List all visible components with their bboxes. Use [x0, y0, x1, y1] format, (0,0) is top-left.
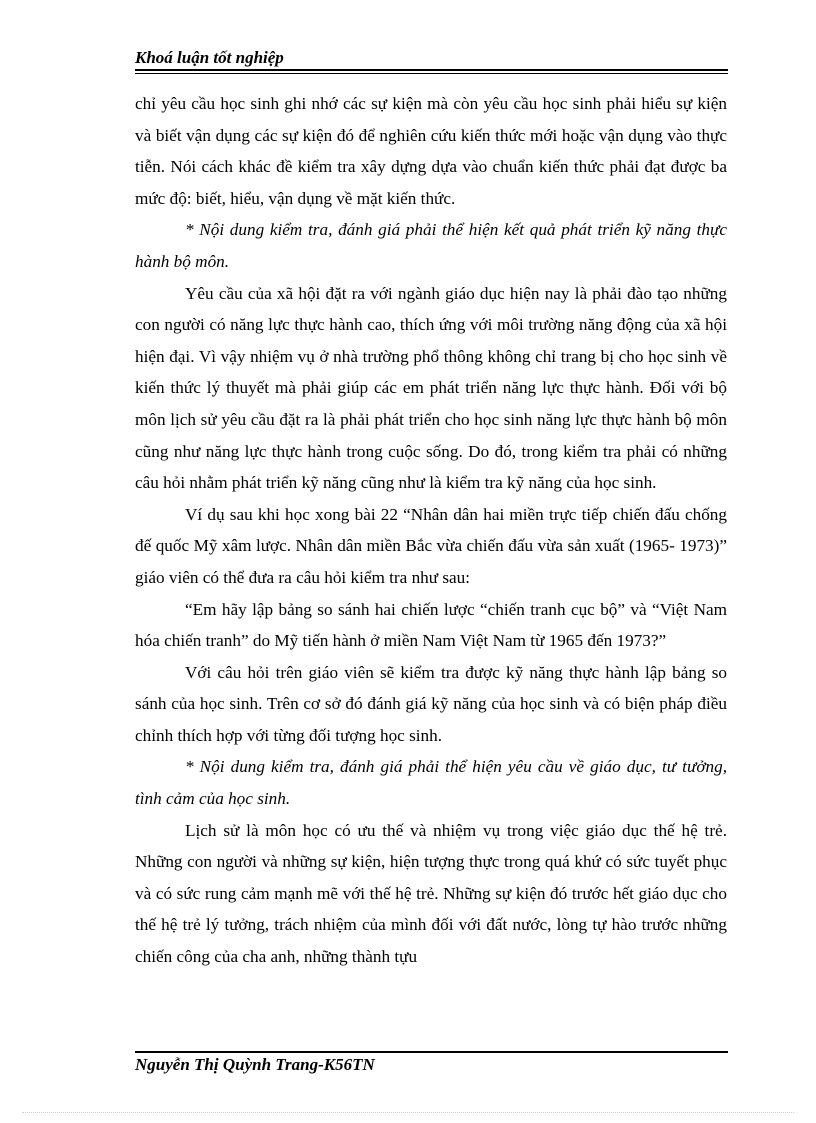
footer-author: Nguyễn Thị Quỳnh Trang-K56TN: [135, 1055, 375, 1074]
header-rule-thin: [135, 73, 728, 74]
footer-rule: [135, 1051, 728, 1053]
paragraph-4-example: Ví dụ sau khi học xong bài 22 “Nhân dân hai miền trực tiếp chiến đấu chống đế quốc Mỹ xâm lược. Nhân dân miền Bắc vừa chiến đấu vừa sản xuất (1965- 1973)” giáo viên có thể đưa ra câu hỏi kiểm tra như sau:: [135, 504, 727, 587]
paragraph-8: Lịch sử là môn học có ưu thế và nhiệm vụ trong việc giáo dục thế hệ trẻ. Những con người và những sự kiện, hiện tượng thực trong quá khứ có sức tuyết phục và có sức rung cảm mạnh mẽ với thế hệ trẻ. Những sự kiện đó trước hết giáo dục cho thế hệ trẻ lý tưởng, trách nhiệm của mình đối với đất nước, lòng tự hào trước những chiến công của cha anh, những thành tựu: [135, 820, 727, 967]
paragraph-5-question: “Em hãy lập bảng so sánh hai chiến lược “chiến tranh cục bộ” và “Việt Nam hóa chiến tranh” do Mỹ tiến hành ở miền Nam Việt Nam từ 1965 đến 1973?”: [135, 599, 727, 651]
paragraph-3: Yêu cầu của xã hội đặt ra với ngành giáo dục hiện nay là phải đào tạo những con người có năng lực thực hành cao, thích ứng với môi trường năng động của xã hội hiện đại. Vì vậy nhiệm vụ ở nhà trường phổ thông không chỉ trang bị cho học sinh về kiến thức lý thuyết mà phải giúp các em phát triển năng lực thực hành. Đối với bộ môn lịch sử yêu cầu đặt ra là phải phát triển cho học sinh năng lực thực hành bộ môn cũng như năng lực thực hành trong cuộc sống. Do đó, trong kiểm tra phải có những câu hỏi nhằm phát triển kỹ năng cũng như là kiểm tra kỹ năng của học sinh.: [135, 283, 727, 493]
paragraph-6: Với câu hỏi trên giáo viên sẽ kiểm tra được kỹ năng thực hành lập bảng so sánh của học sinh. Trên cơ sở đó đánh giá kỹ năng của học sinh và có biện pháp điều chỉnh thích hợp với từng đối tượng học sinh.: [135, 662, 727, 745]
paragraph-1: chỉ yêu cầu học sinh ghi nhớ các sự kiện mà còn yêu cầu học sinh phải hiểu sự kiện và biết vận dụng các sự kiện đó để nghiên cứu kiến thức mới hoặc vận dụng vào thực tiễn. Nói cách khác đề kiểm tra xây dựng dựa vào chuẩn kiến thức phải đạt được ba mức độ: biết, hiểu, vận dụng về mặt kiến thức.: [135, 94, 727, 208]
page-edge-divider: [22, 1112, 794, 1113]
body-text: [135, 88, 727, 973]
header-title: Khoá luận tốt nghiệp: [135, 48, 284, 67]
paragraph-2-italic-point: * Nội dung kiểm tra, đánh giá phải thể hiện kết quả phát triển kỹ năng thực hành bộ môn.: [135, 220, 727, 271]
header-rule-thick: [135, 69, 728, 71]
paragraph-7-italic-point: * Nội dung kiểm tra, đánh giá phải thể hiện yêu cầu về giáo dục, tư tưởng, tình cảm của học sinh.: [135, 757, 727, 809]
